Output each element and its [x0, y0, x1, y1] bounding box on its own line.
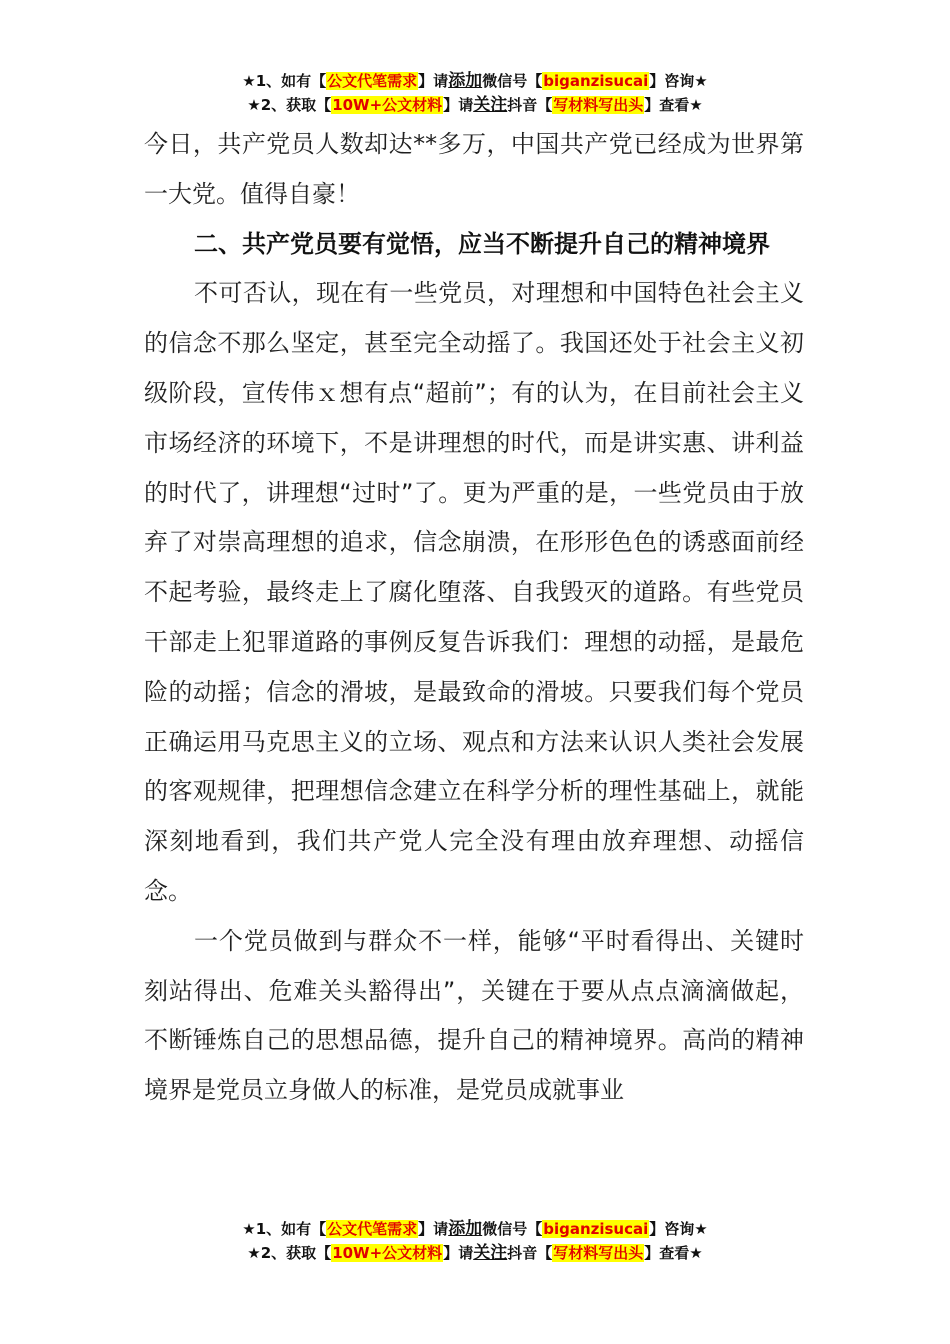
banner-text: 】咨询★ [649, 72, 708, 90]
header-line-1 [0, 69, 950, 93]
highlight-text: 写材料写出头 [553, 96, 644, 114]
banner-text: 微信号【 [482, 1220, 543, 1238]
header-line-2 [0, 93, 950, 117]
banner-text: 抖音【 [507, 1244, 553, 1262]
highlight-text: 写材料写出头 [553, 1244, 644, 1262]
banner-text: 微信号【 [482, 72, 543, 90]
highlight-text: 10W+公文材料 [332, 96, 443, 114]
banner-text: ★1、如有【 [242, 72, 327, 90]
banner-text: 抖音【 [507, 96, 553, 114]
emphasis-text: 关注 [473, 95, 508, 115]
section-heading: 二、共产党员要有觉悟，应当不断提升自己的精神境界 [194, 229, 770, 258]
highlight-text: 公文代笔需求 [327, 1220, 418, 1238]
banner-text: 】查看★ [644, 1244, 703, 1262]
emphasis-text: 关注 [473, 1243, 508, 1263]
banner-text: ★2、获取【 [247, 96, 332, 114]
banner-text: 】请 [443, 96, 474, 114]
paragraph-continued: 今日，共产党员人数却达**多万，中国共产党已经成为世界第一大党。值得自豪！ [144, 130, 804, 208]
document-body [144, 120, 804, 1116]
footer-line-1 [0, 1217, 950, 1241]
banner-text: 】查看★ [644, 96, 703, 114]
banner-text: ★1、如有【 [242, 1220, 327, 1238]
paragraph: 一个党员做到与群众不一样，能够“平时看得出、关键时刻站得出、危难关头豁得出”，关键在于要从点点滴滴做起，不断锤炼自己的思想品德，提升自己的精神境界。高尚的精神境界是党员立身做人的标准，是党员成就事业 [144, 926, 804, 1105]
header-banner [0, 69, 950, 117]
emphasis-text: 添加 [448, 1219, 483, 1239]
highlight-text: 公文代笔需求 [327, 72, 418, 90]
banner-text: 】请 [418, 72, 449, 90]
banner-text: ★2、获取【 [247, 1244, 332, 1262]
highlight-text: biganzisucai [543, 72, 649, 90]
footer-banner [0, 1217, 950, 1265]
emphasis-text: 添加 [448, 71, 483, 91]
highlight-text: biganzisucai [543, 1220, 649, 1238]
footer-line-2 [0, 1241, 950, 1265]
banner-text: 】咨询★ [649, 1220, 708, 1238]
banner-text: 】请 [418, 1220, 449, 1238]
highlight-text: 10W+公文材料 [332, 1244, 443, 1262]
paragraph: 不可否认，现在有一些党员，对理想和中国特色社会主义的信念不那么坚定，甚至完全动摇了。我国还处于社会主义初级阶段，宣传伟ｘ想有点“超前”；有的认为，在目前社会主义市场经济的环境下，不是讲理想的时代，而是讲实惠、讲利益的时代了，讲理想“过时”了。更为严重的是，一些党员由于放弃了对崇高理想的追求，信念崩溃，在形形色色的诱惑面前经不起考验，最终走上了腐化堕落、自我毁灭的道路。有些党员干部走上犯罪道路的事例反复告诉我们：理想的动摇，是最危险的动摇；信念的滑坡，是最致命的滑坡。只要我们每个党员正确运用马克思主义的立场、观点和方法来认识人类社会发展的客观规律，把理想信念建立在科学分析的理性基础上，就能深刻地看到，我们共产党人完全没有理由放弃理想、动摇信念。 [144, 279, 804, 905]
banner-text: 】请 [443, 1244, 474, 1262]
